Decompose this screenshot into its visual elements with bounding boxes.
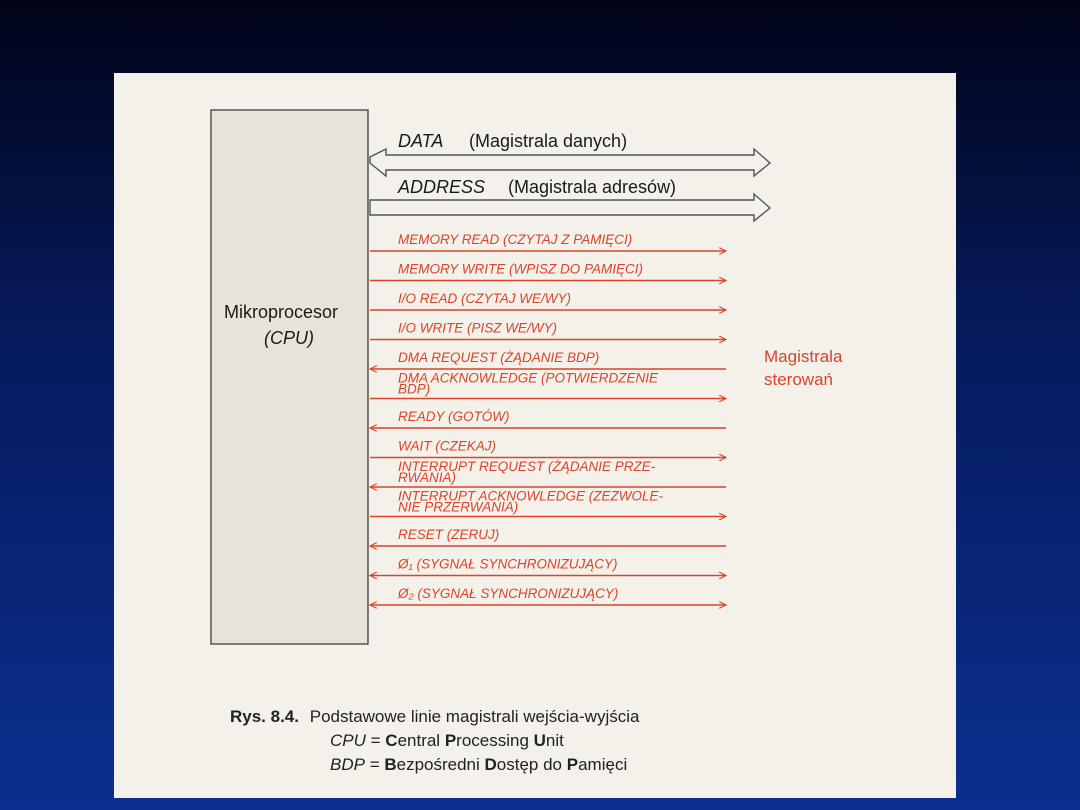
caption-line3-segment: = bbox=[364, 755, 385, 774]
caption-line2-segment: rocessing bbox=[456, 731, 534, 750]
caption-line3-segment: B bbox=[384, 755, 397, 774]
caption-line3-segment: D bbox=[484, 755, 497, 774]
cpu-label-line2: (CPU) bbox=[264, 328, 314, 348]
caption-title: Podstawowe linie magistrali wejścia-wyjścia bbox=[309, 707, 640, 726]
caption-line2-segment: P bbox=[444, 731, 457, 750]
caption-line2-segment: C bbox=[385, 731, 398, 750]
caption-line3-segment: BDP bbox=[330, 755, 365, 774]
data-bus-desc: (Magistrala danych) bbox=[469, 131, 628, 151]
cpu-block bbox=[211, 110, 368, 644]
caption-line3-segment: ezpośredni bbox=[396, 755, 485, 774]
diagram-image bbox=[114, 73, 956, 798]
signal-label-10: RESET (ZERUJ) bbox=[398, 527, 500, 542]
signal-label-0: MEMORY READ (CZYTAJ Z PAMIĘCI) bbox=[398, 232, 633, 247]
caption-line2-segment: CPU bbox=[330, 731, 366, 750]
signal-label-8-1: RWANIA) bbox=[398, 470, 457, 485]
signal-label-3: I/O WRITE (PISZ WE/WY) bbox=[398, 320, 557, 336]
caption-line2-segment: U bbox=[533, 731, 546, 750]
address-bus-desc: (Magistrala adresów) bbox=[508, 177, 677, 197]
caption-line2-segment: entral bbox=[397, 731, 445, 750]
signal-label-12: Ø₂ (SYGNAŁ SYNCHRONIZUJĄCY) bbox=[398, 586, 619, 601]
bus-diagram bbox=[114, 73, 956, 798]
signal-label-6: READY (GOTÓW) bbox=[398, 409, 510, 424]
address-bus-arrow bbox=[370, 194, 770, 221]
signal-label-5-0: DMA ACKNOWLEDGE (POTWIERDZENIE bbox=[398, 370, 659, 386]
caption-line3 bbox=[330, 755, 627, 774]
signal-label-5-1: BDP) bbox=[398, 381, 431, 397]
signal-label-11: Ø₁ (SYGNAŁ SYNCHRONIZUJĄCY) bbox=[398, 556, 618, 572]
signal-label-8-0: INTERRUPT REQUEST (ŻĄDANIE PRZE- bbox=[398, 459, 656, 474]
control-bus-label-line1: Magistrala bbox=[764, 347, 843, 366]
caption-fig-number: Rys. 8.4. bbox=[230, 707, 299, 726]
caption-line1 bbox=[230, 707, 640, 726]
cpu-label-line1: Mikroprocesor bbox=[223, 302, 339, 322]
data-bus-name: DATA bbox=[398, 131, 444, 151]
signal-label-1: MEMORY WRITE (WPISZ DO PAMIĘCI) bbox=[398, 261, 643, 277]
caption-line2 bbox=[330, 731, 564, 750]
signal-label-7: WAIT (CZEKAJ) bbox=[398, 438, 497, 454]
address-bus-name: ADDRESS bbox=[398, 177, 486, 197]
data-bus-arrow bbox=[370, 149, 770, 176]
caption-line3-segment: amięci bbox=[578, 755, 628, 774]
caption-line3-segment: P bbox=[566, 755, 579, 774]
caption-line2-segment: nit bbox=[545, 731, 564, 750]
signal-label-2: I/O READ (CZYTAJ WE/WY) bbox=[398, 291, 571, 306]
signal-label-9-1: NIE PRZERWANIA) bbox=[398, 499, 519, 515]
signal-label-4: DMA REQUEST (ŻĄDANIE BDP) bbox=[398, 350, 600, 365]
caption-line3-segment: ostęp do bbox=[496, 755, 567, 774]
signal-label-9-0: INTERRUPT ACKNOWLEDGE (ZEZWOLE- bbox=[398, 488, 664, 504]
control-bus-label-line2: sterowań bbox=[764, 370, 833, 389]
caption-line2-segment: = bbox=[365, 731, 386, 750]
control-signal-lines bbox=[370, 232, 726, 605]
